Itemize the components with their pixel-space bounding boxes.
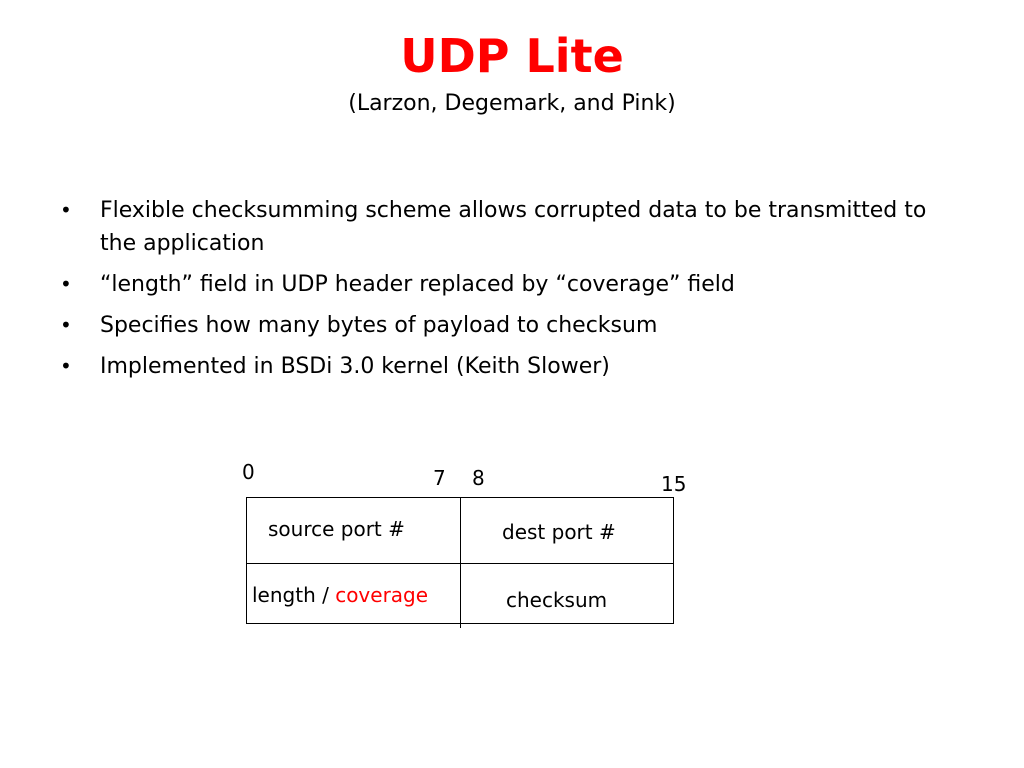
length-coverage-field bbox=[252, 582, 428, 608]
bullet-list bbox=[60, 194, 940, 391]
source-port-field: source port # bbox=[268, 517, 405, 541]
bit-label-7: 7 bbox=[433, 466, 446, 490]
bullet-text: Flexible checksumming scheme allows corrupted data to be transmitted to the application bbox=[100, 198, 927, 256]
bullet-item bbox=[60, 194, 940, 260]
bit-label-8: 8 bbox=[472, 466, 485, 490]
header-column-divider bbox=[460, 497, 461, 628]
length-label: length / bbox=[252, 583, 336, 607]
bullet-icon: • bbox=[60, 198, 72, 222]
bit-label-15: 15 bbox=[661, 472, 687, 496]
slide-title: UDP Lite bbox=[400, 29, 624, 83]
bullet-icon: • bbox=[60, 313, 72, 337]
bullet-item bbox=[60, 350, 940, 383]
slide-subtitle: (Larzon, Degemark, and Pink) bbox=[348, 91, 676, 116]
bullet-text: Implemented in BSDi 3.0 kernel (Keith Slower) bbox=[100, 354, 610, 379]
bullet-icon: • bbox=[60, 272, 72, 296]
coverage-label: coverage bbox=[335, 583, 429, 607]
dest-port-field: dest port # bbox=[502, 520, 616, 544]
checksum-field: checksum bbox=[506, 588, 608, 612]
bullet-item bbox=[60, 268, 940, 301]
bit-label-0: 0 bbox=[242, 460, 255, 484]
bullet-item bbox=[60, 309, 940, 342]
bullet-icon: • bbox=[60, 354, 72, 378]
bullet-text: Specifies how many bytes of payload to checksum bbox=[100, 313, 658, 338]
bullet-text: “length” field in UDP header replaced by “coverage” field bbox=[100, 272, 735, 297]
